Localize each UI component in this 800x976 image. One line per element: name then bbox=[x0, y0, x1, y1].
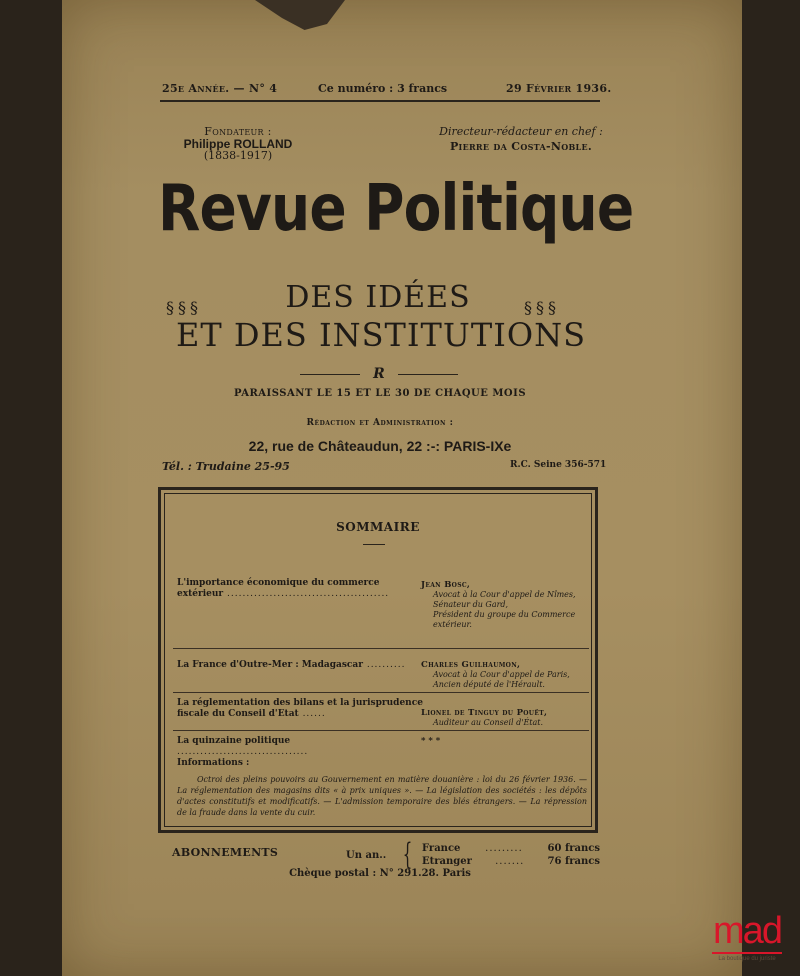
informations-label: Informations : bbox=[177, 758, 250, 768]
price-row-etranger bbox=[422, 855, 600, 868]
toc-entry-author bbox=[421, 660, 591, 690]
author-qualification: Président du groupe du Commerce extérieur. bbox=[433, 610, 576, 629]
address: 22, rue de Châteaudun, 22 :-: PARIS-IXe bbox=[248, 438, 512, 454]
issue-price: Ce numéro : 3 francs bbox=[318, 82, 448, 95]
sommaire-inner-frame bbox=[164, 493, 592, 827]
author-name: * * * bbox=[421, 736, 441, 746]
toc-title-text: La France d'Outre-Mer : Madagascar bbox=[177, 660, 363, 670]
price-dots: ......... bbox=[485, 843, 523, 854]
brace-glyph: { bbox=[402, 837, 413, 872]
ornament-right: §§§ bbox=[524, 298, 560, 317]
director-name: Pierre da Costa-Noble. bbox=[449, 140, 593, 153]
toc-separator bbox=[173, 730, 589, 731]
watermark-logo bbox=[708, 912, 786, 966]
toc-separator bbox=[173, 648, 589, 649]
toc-entry-author bbox=[421, 580, 591, 630]
watermark-bar bbox=[712, 952, 782, 954]
watermark-mark: mad bbox=[713, 910, 781, 952]
director-block bbox=[436, 124, 606, 154]
issue-number: 25e Année. — N° 4 bbox=[162, 82, 278, 95]
journal-subtitle-2: ET DES INSTITUTIONS bbox=[176, 316, 586, 354]
postal-check: Chèque postal : N° 291.28. Paris bbox=[289, 868, 471, 879]
author-qualification: Auditeur au Conseil d'État. bbox=[433, 718, 544, 727]
toc-entry-title: La réglementation des bilans et la jurisprudence fiscale du Conseil d'Etat ...... bbox=[177, 698, 423, 719]
price-label: France bbox=[422, 843, 461, 854]
monogram: R bbox=[373, 366, 385, 382]
founder-label: Fondateur : bbox=[204, 125, 272, 138]
sommaire-heading: SOMMAIRE bbox=[336, 520, 420, 534]
price-row-france bbox=[422, 842, 600, 855]
telephone bbox=[162, 460, 290, 473]
author-name: Charles Guilhaumon, bbox=[421, 660, 521, 670]
author-qualification: Avocat à la Cour d'appel de Paris, bbox=[433, 670, 570, 679]
redaction-label: Rédaction et Administration : bbox=[306, 418, 454, 428]
toc-title-text: L'importance économique du commerce extérieur bbox=[177, 578, 380, 599]
author-qualification: Sénateur du Gard, bbox=[433, 600, 509, 609]
informations-text: Octroi des pleins pouvoirs au Gouvernement en matière douanière : loi du 26 février 1936. — La réglementation des magasins dits « à prix uniques ». — La législation des sociétés : les dépôts d'actes constitutifs et modificatifs. — L'admission temporaire des blés étrangers. — La répression de la fraude dans la vente du cuir. bbox=[177, 775, 587, 817]
toc-entry-title: La quinzaine politique .................................. bbox=[177, 736, 309, 757]
toc-entry-author bbox=[421, 736, 591, 746]
toc-separator bbox=[173, 692, 589, 693]
founder-block bbox=[168, 126, 308, 162]
watermark-tagline: La boutique du juriste bbox=[718, 956, 776, 962]
publication-frequency: PARAISSANT LE 15 ET LE 30 DE CHAQUE MOIS bbox=[233, 388, 527, 399]
toc-title-text: La quinzaine politique bbox=[177, 736, 291, 746]
founder-name: Philippe ROLLAND bbox=[183, 137, 293, 151]
author-name: Jean Bosc, bbox=[421, 580, 471, 590]
author-name: Lionel de Tinguy du Pouët, bbox=[421, 708, 548, 718]
issue-date: 29 Février 1936. bbox=[506, 82, 612, 95]
founder-dates: (1838-1917) bbox=[203, 149, 273, 162]
subscription-period: Un an.. bbox=[346, 850, 387, 861]
toc-entry-title: L'importance économique du commerce extérieur .......................................... bbox=[177, 578, 390, 599]
director-role: Directeur-rédacteur en chef : bbox=[439, 125, 603, 138]
ornament-left: §§§ bbox=[166, 298, 202, 317]
header-rule bbox=[160, 100, 600, 102]
telephone-text: Tél. : Trudaine 25-95 bbox=[162, 460, 290, 473]
author-qualification: Ancien député de l'Hérault. bbox=[433, 680, 545, 689]
subscriptions-label: ABONNEMENTS bbox=[172, 846, 279, 859]
price-label: Etranger bbox=[422, 856, 472, 867]
price-dots: ....... bbox=[495, 856, 525, 867]
toc-entry-author bbox=[421, 708, 591, 728]
subscription-prices bbox=[422, 842, 600, 868]
toc-title-text: La réglementation des bilans et la jurisprudence fiscale du Conseil d'Etat bbox=[177, 698, 423, 719]
registry-number: R.C. Seine 356-571 bbox=[510, 460, 607, 470]
sommaire-dash bbox=[363, 544, 385, 545]
price-value: 60 francs bbox=[547, 843, 600, 854]
author-qualification: Avocat à la Cour d'appel de Nîmes, bbox=[433, 590, 576, 599]
journal-subtitle-1: DES IDÉES bbox=[285, 280, 471, 315]
journal-title: Revue Politique bbox=[158, 172, 634, 246]
ornament-rule-left bbox=[300, 374, 360, 375]
sommaire-box bbox=[158, 487, 598, 833]
ornament-rule-right bbox=[398, 374, 458, 375]
price-value: 76 francs bbox=[547, 856, 600, 867]
toc-entry-title: La France d'Outre-Mer : Madagascar .......... bbox=[177, 660, 406, 670]
